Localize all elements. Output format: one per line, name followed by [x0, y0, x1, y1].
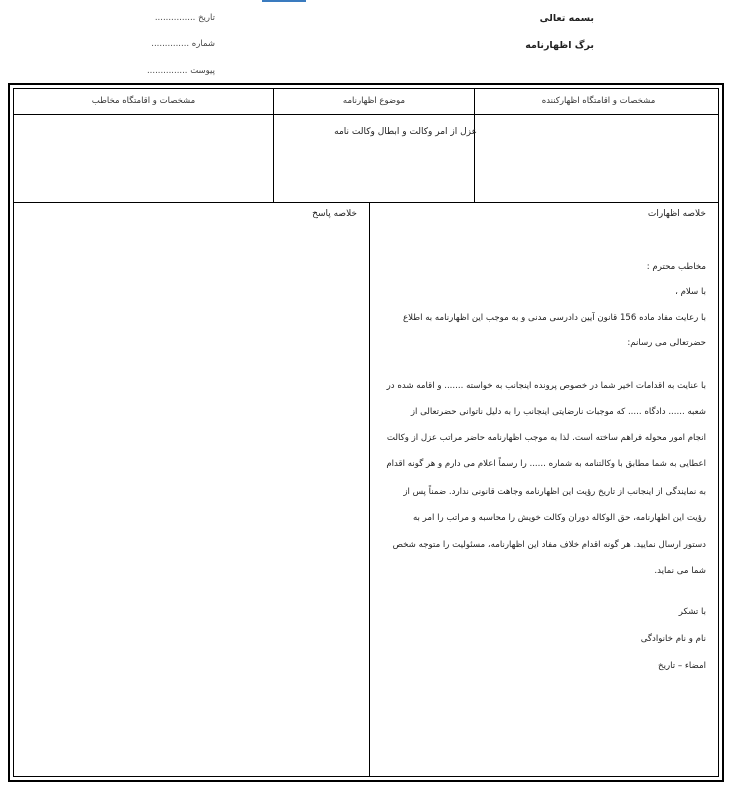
- declaration-form-table: [13, 88, 719, 777]
- closing-line: با تشکر: [678, 607, 706, 617]
- top-section-divider: [14, 202, 718, 203]
- body-line: اعطایی به شما مطابق با وکالتنامه به شماره ...... را رسماً اعلام می دارم و هر گونه اقدام: [386, 459, 706, 469]
- bismillah-heading: بسمه تعالی: [539, 13, 594, 24]
- body-line: با عنایت به اقدامات اخیر شما در خصوص پرونده اینجانب به خواسته ....... و اقامه شده در: [386, 381, 706, 391]
- name-line: نام و نام خانوادگی: [640, 634, 706, 644]
- body-line: به نمایندگی از اینجانب از تاریخ رؤیت این اظهارنامه وجاهت قانونی ندارد. ضمناً پس از: [403, 487, 706, 497]
- declaration-form-frame: [8, 83, 724, 782]
- body-line: شعبه ...... دادگاه ..... که موجبات نارضایتی اینجانب را به دلیل ناتوانی حضرتعالی از: [410, 407, 706, 417]
- date-field: تاریخ ...............: [154, 13, 215, 23]
- column-divider-right: [474, 89, 475, 203]
- top-accent-bar: [262, 0, 306, 2]
- col-addressee-header: مشخصات و اقامتگاه مخاطب: [91, 96, 196, 106]
- declarations-summary-title: خلاصه اظهارات: [647, 209, 706, 219]
- signature-date-line: امضاء – تاریخ: [658, 661, 706, 671]
- body-line: با رعایت مفاد ماده 156 قانون آیین دادرسی مدنی و به موجب این اظهارنامه به اطلاع: [402, 313, 706, 323]
- body-line: حضرتعالی می رسانم:: [627, 338, 706, 348]
- salutation-line: مخاطب محترم :: [646, 262, 706, 272]
- body-line: دستور ارسال نمایید. هر گونه اقدام خلاف مفاد این اظهارنامه، مسئولیت را متوجه شخص: [392, 540, 706, 550]
- reply-summary-title: خلاصه پاسخ: [312, 209, 357, 219]
- column-divider-left: [273, 89, 274, 203]
- number-field: شماره ..............: [151, 39, 215, 49]
- col-declarant-header: مشخصات و اقامتگاه اظهارکننده: [541, 96, 656, 106]
- body-line: رؤیت این اظهارنامه، حق الوکاله دوران وکالت خویش را محاسبه و مراتب را امر به: [412, 513, 706, 523]
- body-line: شما می نماید.: [654, 566, 706, 576]
- header-row-divider: [14, 114, 718, 115]
- greeting-line: با سلام ،: [675, 287, 706, 297]
- col-subject-header: موضوع اظهارنامه: [342, 96, 406, 106]
- form-title: برگ اظهارنامه: [525, 40, 594, 51]
- subject-value: عزل از امر وکالت و ابطال وکالت نامه: [334, 127, 477, 137]
- attachment-field: پیوست ...............: [146, 66, 215, 76]
- body-line: انجام امور محوله فراهم ساخته است. لذا به موجب اظهارنامه حاضر مراتب عزل از وکالت: [386, 433, 706, 443]
- summary-divider: [369, 202, 370, 776]
